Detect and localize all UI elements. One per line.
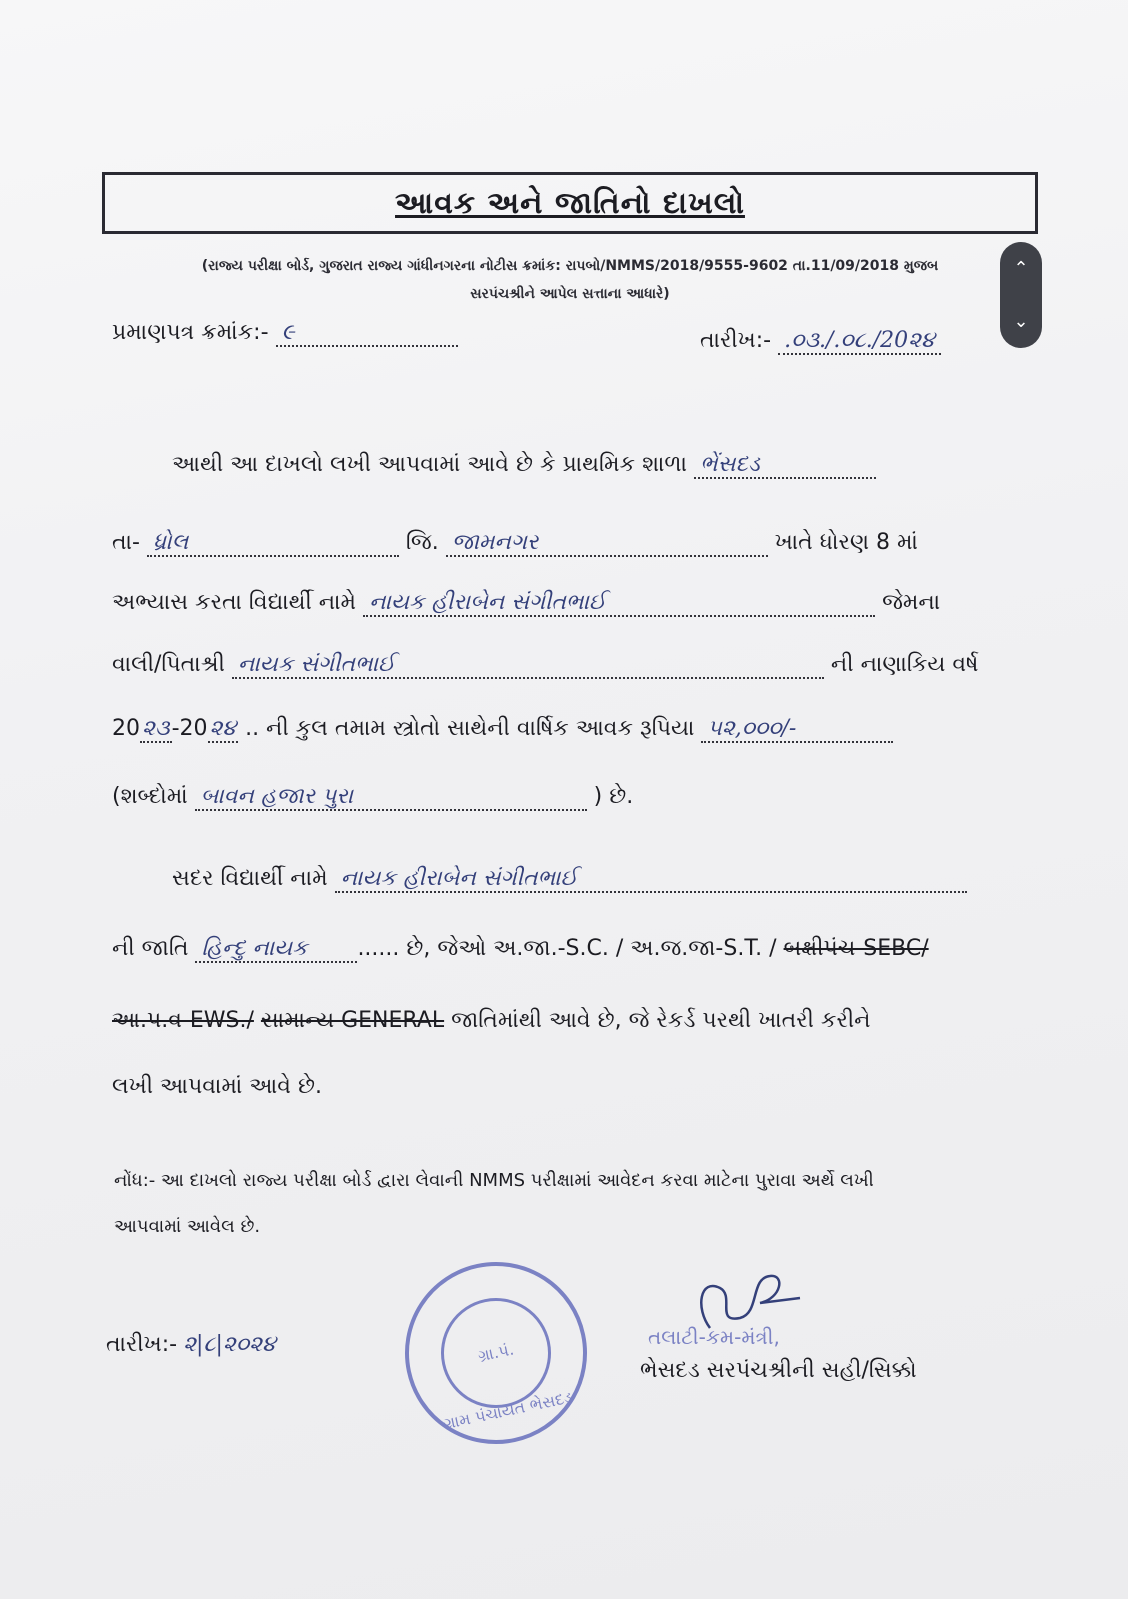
body-line3-suffix: જેમના [882, 590, 941, 615]
reference-note-line1: (રાજ્ય પરીક્ષા બોર્ડ, ગુજરાત રાજ્ય ગાંધીનગરના નોટીસ ક્રમાંક: રાપબો/NMMS/2018/9555-9602 તા.11/09/2018 મુજબ [201, 258, 939, 274]
title-box [102, 172, 1038, 234]
annual-income: ૫૨,૦૦૦/- [701, 716, 893, 743]
note-text: આ દાખલો રાજ્ય પરીક્ષા બોર્ડ દ્વારા લેવાની NMMS પરીક્ષામાં આવેદન કરવા માટેના પુરાવા અર્થે લખી [161, 1170, 874, 1191]
category-sebc: બક્ષીપંચ-SEBC/ [783, 936, 929, 961]
student-name: નાયક હીરાબેન સંગીતભાઈ [363, 590, 875, 617]
year-b-prefix: -20 [171, 716, 208, 741]
body-line-4 [112, 652, 978, 679]
body-line-2 [112, 530, 918, 557]
certificate-date-label: તારીખ:- [700, 328, 772, 353]
taluka-label: તા- [112, 530, 140, 555]
body-line4-suffix: ની નાણાકિય વર્ષ [830, 652, 979, 677]
footer-date-row [106, 1332, 282, 1357]
body-line9-text: જાતિમાંથી આવે છે, જે રેકર્ડ પરથી ખાતરી કરીને [451, 1008, 871, 1033]
scroll-widget[interactable] [1000, 242, 1042, 348]
student-name-2: નાયક હીરાબેન સંગીતભાઈ [335, 866, 967, 893]
seal-center: ગ્રા.પં. [431, 1288, 561, 1418]
caste-label: ની જાતિ [112, 936, 189, 961]
body-line-8 [112, 936, 929, 963]
page-title: આવક અને જાતિનો દાખલો [395, 185, 745, 221]
certificate-number-value: ૯ [276, 320, 458, 347]
guardian-label: વાલી/પિતાશ્રી [112, 652, 225, 677]
reference-note [140, 252, 1000, 308]
note-block [114, 1158, 994, 1250]
body-line-10 [112, 1074, 322, 1099]
note-line1 [114, 1158, 994, 1204]
body-line-6 [112, 784, 633, 811]
body-line-1 [172, 452, 876, 479]
school-name: ભેંસદડ [694, 452, 876, 479]
certificate-number-label: પ્રમાણપત્ર ક્રમાંક:- [112, 320, 269, 345]
footer-date-label: તારીખ:- [106, 1332, 178, 1357]
category-sc: અ.જા.-S.C. / [493, 936, 624, 961]
sarpanch-signature-label: ભેસદડ સરપંચશ્રીની સહી/સિક્કો [640, 1358, 917, 1383]
body-line1-text: આથી આ દાખલો લખી આપવામાં આવે છે કે પ્રાથમિક શાળા [172, 452, 687, 477]
body-line2-suffix: ખાતે ધોરણ 8 માં [774, 530, 918, 555]
body-line-7 [172, 866, 967, 893]
category-st: અ.જ.જા-S.T. / [630, 936, 777, 961]
body-line-9 [112, 1008, 871, 1033]
body-line3-text: અભ્યાસ કરતા વિદ્યાર્થી નામે [112, 590, 357, 615]
panchayat-seal [388, 1245, 604, 1461]
year-b: ૨૪ [209, 716, 237, 741]
footer-date-value: ૨|૮|૨૦૨૪ [183, 1332, 276, 1357]
category-ews: આ.પ.વ-EWS./ [112, 1008, 254, 1033]
district-value: જામનગર [446, 530, 768, 557]
reference-note-line2: સરપંચશ્રીને આપેલ સત્તાના આધારે) [470, 286, 670, 302]
income-in-words: બાવન હજાર પુરા [195, 784, 587, 811]
district-label: જિ. [405, 530, 439, 555]
caste-suffix: ...... છે, જેઓ [357, 936, 487, 961]
body-line5-text: .. ની કુલ તમામ સ્ત્રોતો સાથેની વાર્ષિક આવક રૂપિયા [245, 716, 695, 741]
taluka-value: ધ્રોલ [147, 530, 399, 557]
certificate-date-value: .૦૩./.૦૮./20૨૪ [778, 328, 941, 355]
certificate-date-row [700, 328, 941, 355]
body-line-5 [112, 716, 893, 743]
seal-ring-text: ગ્રામ પંચાયત ભેસદડ [441, 1387, 575, 1434]
words-prefix: (શબ્દોમાં [112, 784, 188, 809]
certificate-number-row [112, 320, 458, 347]
year-a: ૨૩ [142, 716, 170, 741]
body-line7-text: સદર વિદ્યાર્થી નામે [172, 866, 328, 891]
caste-value: હિન્દુ નાયક [195, 936, 357, 963]
words-suffix: ) છે. [593, 784, 634, 809]
chevron-up-icon[interactable]: ⌃ [1013, 257, 1029, 279]
year-a-prefix: 20 [112, 716, 140, 741]
chevron-down-icon[interactable]: ⌄ [1013, 310, 1029, 332]
guardian-name: નાયક સંગીતભાઈ [232, 652, 824, 679]
body-line-3 [112, 590, 940, 617]
note-line2: આપવામાં આવેલ છે. [114, 1216, 261, 1237]
talati-label: તલાટી-કમ-મંત્રી, [648, 1325, 780, 1349]
body-line10-text: લખી આપવામાં આવે છે. [112, 1074, 322, 1099]
note-label: નોંધ:- [114, 1170, 156, 1191]
category-general: સામાન્ય GENERAL [260, 1008, 445, 1033]
